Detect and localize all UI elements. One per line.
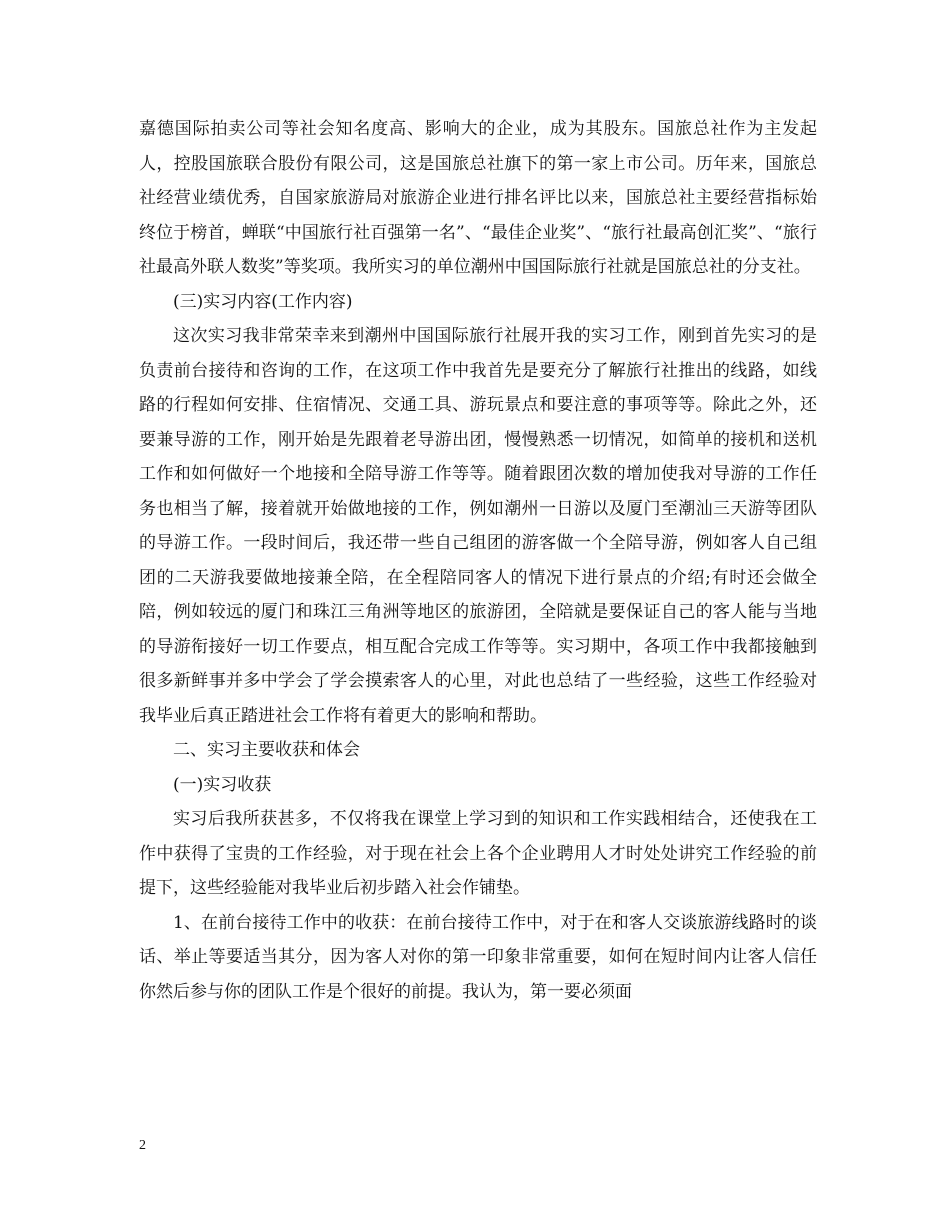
page-number: 2 (139, 1138, 146, 1153)
heading-internship-content: (三)实习内容(工作内容) (173, 291, 353, 312)
paragraph-shareholders: 嘉德国际拍卖公司等社会知名度高、影响大的企业，成为其股东。国旅总社作为主发起人，控股国旅联合股份有限公司，这是国旅总社旗下的第一家上市公司。历年来，国旅总社经营业绩优秀，自国家旅游局对旅游企业进行排名评比以来，国旅总社主要经营指标始终位于榜首，蝉联“中国旅行社百强第一名”、“最佳企业奖”、“旅行社最高创汇奖”、“旅行社最高外联人数奖”等奖项。我所实习的单位潮州中国国际旅行社就是国旅总社的分支社。 (139, 119, 817, 277)
paragraph-front-desk: 1、在前台接待工作中的收获：在前台接待工作中，对于在和客人交谈旅游线路时的谈话、举止等要适当其分，因为客人对你的第一印象非常重要，如何在短时间内让客人信任你然后参与你的团队工作是个很好的前提。我认为，第一要必须面 (139, 912, 817, 1002)
body-text (139, 112, 817, 1009)
heading-internship-gains: (一)实习收获 (173, 774, 272, 795)
paragraph-gains-summary: 实习后我所获甚多，不仅将我在课堂上学习到的知识和工作实践相结合，还使我在工作中获得了宝贵的工作经验，对于现在社会上各个企业聘用人才时处处讲究工作经验的前提下，这些经验能对我毕业后初步踏入社会作铺垫。 (139, 809, 817, 898)
heading-main-gains: 二、实习主要收获和体会 (173, 740, 360, 760)
paragraph-internship-work: 这次实习我非常荣幸来到潮州中国国际旅行社展开我的实习工作，刚到首先实习的是负责前台接待和咨询的工作，在这项工作中我首先是要充分了解旅行社推出的线路，如线路的行程如何安排、住宿情况、交通工具、游玩景点和要注意的事项等等。除此之外，还要兼导游的工作，刚开始是先跟着老导游出团，慢慢熟悉一切情况，如简单的接机和送机工作和如何做好一个地接和全陪导游工作等等。随着跟团次数的增加使我对导游的工作任务也相当了解，接着就开始做地接的工作，例如潮州一日游以及厦门至潮汕三天游等团队的导游工作。一段时间后，我还带一些自己组团的游客做一个全陪导游，例如客人自己组团的二天游我要做地接兼全陪，在全程陪同客人的情况下进行景点的介绍;有时还会做全陪，例如较远的厦门和珠江三角洲等地区的旅游团，全陪就是要保证自己的客人能与当地的导游衔接好一切工作要点，相互配合完成工作等等。实习期中，各项工作中我都接触到很多新鲜事并多中学会了学会摸索客人的心里，对此也总结了一些经验，这些工作经验对我毕业后真正踏进社会工作将有着更大的影响和帮助。 (139, 326, 817, 726)
